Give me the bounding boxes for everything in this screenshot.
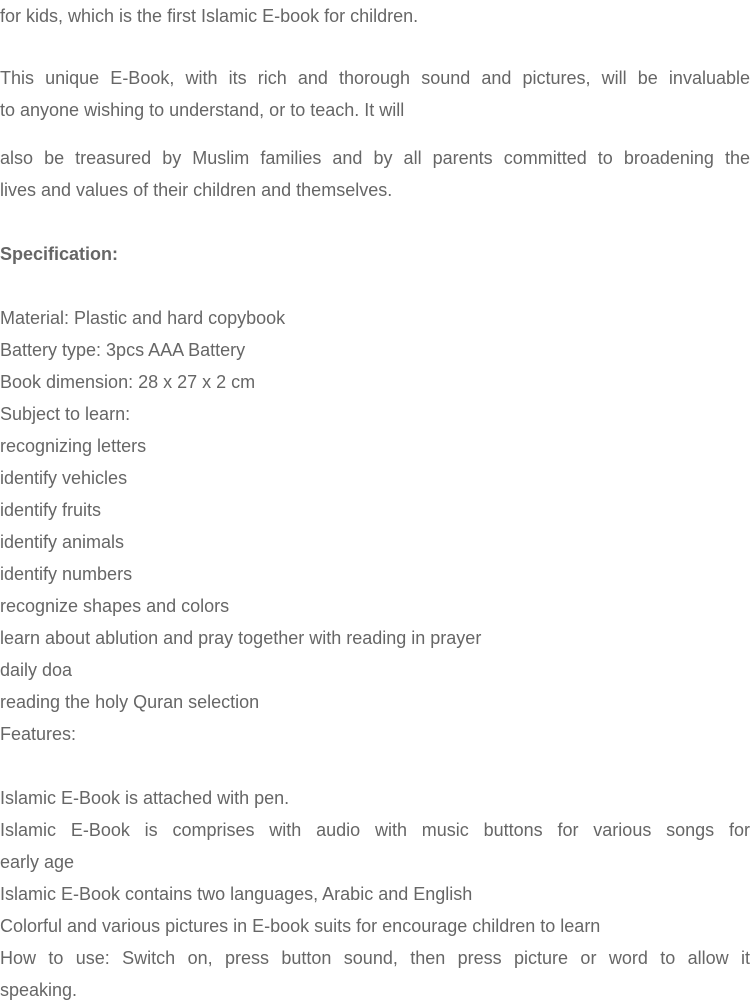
- spec-item: identify fruits: [0, 500, 102, 520]
- feature-item: Colorful and various pictures in E-book suits for encourage children to learn: [0, 916, 601, 936]
- spec-item: identify vehicles: [0, 468, 128, 488]
- spec-item: recognizing letters: [0, 436, 147, 456]
- spec-item: learn about ablution and pray together with reading in prayer: [0, 628, 482, 648]
- specification-heading: Specification:: [0, 244, 119, 264]
- spec-item: identify numbers: [0, 564, 133, 584]
- feature-item: Islamic E-Book is comprises with audio with music buttons for various songs for: [0, 820, 750, 840]
- spec-item: identify animals: [0, 532, 125, 552]
- spec-item: Subject to learn:: [0, 404, 131, 424]
- features-heading: Features:: [0, 724, 77, 744]
- intro-paragraph-line: lives and values of their children and themselves.: [0, 180, 393, 200]
- feature-item: Islamic E-Book is attached with pen.: [0, 788, 290, 808]
- spec-item: reading the holy Quran selection: [0, 692, 260, 712]
- intro-line: for kids, which is the first Islamic E-book for children.: [0, 6, 419, 26]
- spec-item: recognize shapes and colors: [0, 596, 230, 616]
- spec-item: Battery type: 3pcs AAA Battery: [0, 340, 246, 360]
- feature-item: Islamic E-Book contains two languages, Arabic and English: [0, 884, 473, 904]
- intro-paragraph-line: also be treasured by Muslim families and by all parents committed to broadening the: [0, 148, 750, 168]
- feature-item: early age: [0, 852, 75, 872]
- feature-item: How to use: Switch on, press button sound, then press picture or word to allow it: [0, 948, 750, 968]
- spec-item: Material: Plastic and hard copybook: [0, 308, 286, 328]
- intro-paragraph-line: This unique E-Book, with its rich and thorough sound and pictures, will be invaluable: [0, 68, 750, 88]
- intro-paragraph-line: to anyone wishing to understand, or to teach. It will: [0, 100, 405, 120]
- feature-item: speaking.: [0, 980, 78, 1000]
- spec-item: daily doa: [0, 660, 73, 680]
- spec-item: Book dimension: 28 x 27 x 2 cm: [0, 372, 256, 392]
